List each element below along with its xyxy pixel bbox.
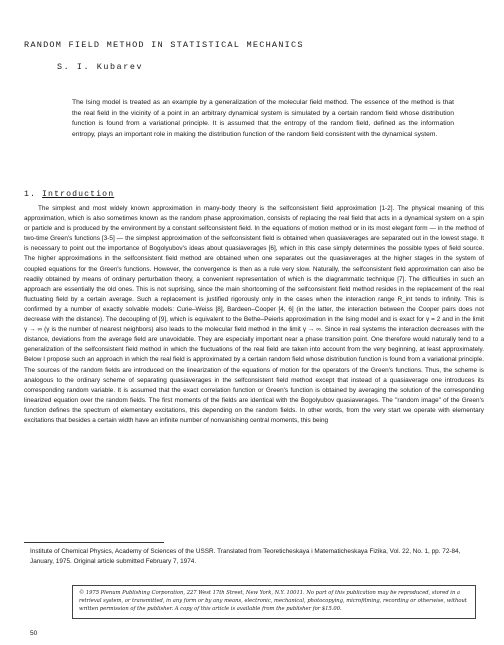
author-name: S. I. Kubarev bbox=[57, 62, 144, 72]
introduction-paragraph: The simplest and most widely known approximation in many-body theory is the selfconsistent field approximation [1-2]. The physical meaning of this approximation, which is also sometimes known as the random phase approximation, consists of replacing the real field that acts in a dynamical system on a spin or particle and is produced by the environment by a constant selfconsistent field. In the equations of motion method or in its most elegant form — in the method of two-time Green's functions [3-5] — the simplest approximation of the selfconsistent field is obtained when quasiaverages are separated out in the lowest stage. It is necessary to point out the importance of Bogolyubov's ideas about quasiaverages [6], which in this case simply determines the possible types of field source. The higher approximations in the selfconsistent field method are obtained when one separates out the quasiaverages at the higher stages in the system of coupled equations for the Green's functions. However, the convergence is then as a rule very slow. Naturally, the selfconsistent field approximation can also be readily obtained by means of ordinary perturbation theory, a convenient representation of which is the diagrammatic technique [7]. The difficulties in such an approach are essentially the old ones. This is not suprising, since the main shortcoming of the selfconsistent field method resides in the replacement of the real fluctuating field by a certain average. Such a replacement is justified rigorously only in the cases when the interaction range R_int tends to infinity. This is confirmed by a number of exactly solvable models: Curie–Weiss [8], Bardeen–Cooper [4, 6] (in the latter, the interaction between the Cooper pairs does not decrease with the distance). The decoupling of [9], which is equivalent to the Bethe–Peierls approximation in the Ising model and is exact for γ = 2 and in the limit γ → ∞ (γ is the number of nearest neighbors) also leads to the molecular field method in the limit γ → ∞. Since in real systems the interaction decreases with the distance, deviations from the average field are unavoidable. They are especially important near a phase transition point. One therefore would naturally tend to a generalization of the selfconsistent field method in which the fluctuations of the real field are taken into account from the very beginning, at least approximately. Below I propose such an approach in which the real field is approximated by a certain random field whose distribution function is found from a variational principle. The sources of the random fields are introduced on the linearization of the equations of motion for the operators of the Green's functions. Thus, the scheme is analogous to the ordinary scheme of separating quasiaverages in the selfconsistent field method except that instead of a quasiaverage one introduces its corresponding random variable. It is assumed that the exact correlation function or Green's function is obtained by averaging the solution of the corresponding linearized equation over the random fields. The first moments of the fields are identical with the Bogolyubov quasiaverages. The "random image" of the Green's function defines the spectrum of elementary excitations, this depending on the random fields. In other words, from the very start we operate with elementary excitations that besides a certain width have an infinite number of nonvanishing central moments, this being bbox=[24, 205, 484, 424]
footnote-divider bbox=[24, 542, 164, 543]
affiliation-footnote: Institute of Chemical Physics, Academy of Sciences of the USSR. Translated from Teoreticheskaya i Matematicheskaya Fizika, Vol. 22, No. 1, pp. 72-84, January, 1975. Original article submitted February 7, 1974. bbox=[30, 548, 461, 566]
section-title: Introduction bbox=[42, 190, 115, 199]
section-heading bbox=[24, 190, 484, 199]
page-number: 50 bbox=[30, 630, 38, 637]
abstract: The Ising model is treated as an example by a generalization of the molecular field method. The essence of the method is that the real field in the vicinity of a point in an arbitrary dynamical system is simulated by a certain random field whose distribution function is found from a variational principle. It is assumed that the entropy of the random field, defined as the information entropy, plays an important role in making the distribution function of the random field consistent with the dynamical system. bbox=[72, 99, 454, 138]
paper-title: RANDOM FIELD METHOD IN STATISTICAL MECHANICS bbox=[24, 40, 304, 50]
copyright-notice: © 1975 Plenum Publishing Corporation, 227 West 17th Street, New York, N.Y. 10011. No part of this publication may be reproduced, stored in a retrieval system, or transmitted, in any form or by any means, electronic, mechanical, photocopying, microfilming, recording or otherwise, without written permission of the publisher. A copy of this article is available from the publisher for $15.00. bbox=[72, 585, 476, 619]
section-number: 1. bbox=[24, 190, 37, 199]
